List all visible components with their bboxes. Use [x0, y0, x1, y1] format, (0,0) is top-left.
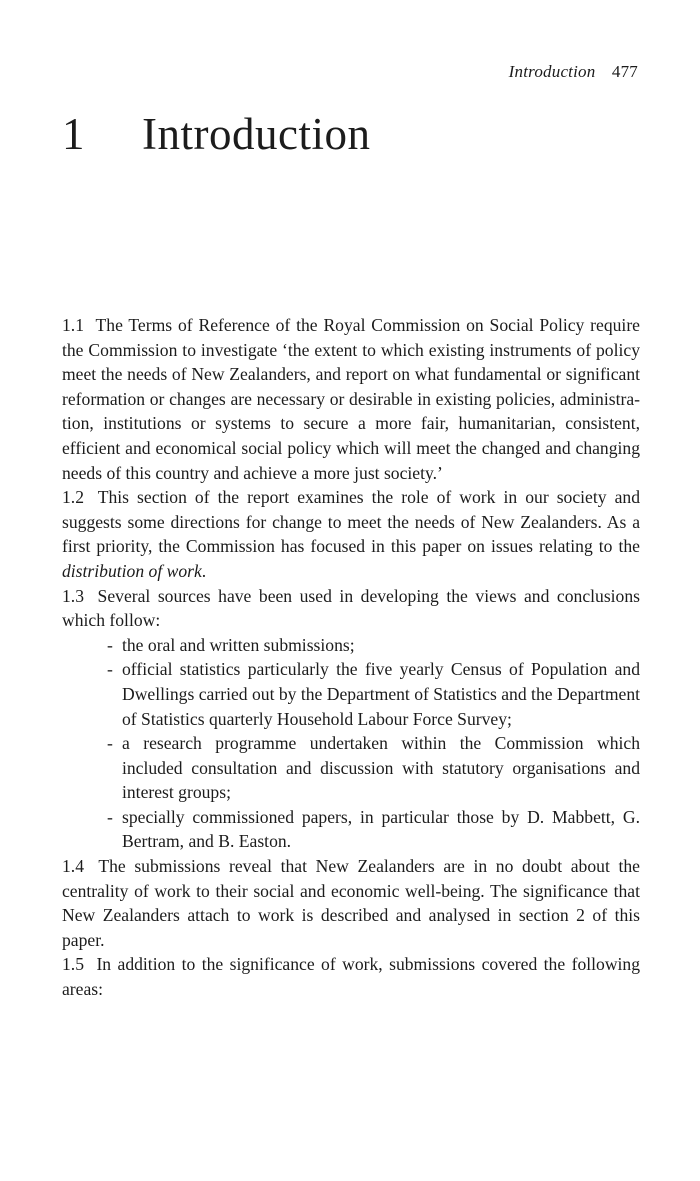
list-item: [107, 633, 640, 658]
chapter-number: 1: [62, 109, 85, 159]
paragraph-text: This section of the report examines the role of work in our society and suggests some directions for change to meet the needs of New Zealanders. As a first priority, the Commission has focused in this paper on issues relating to the: [62, 487, 640, 557]
list-item: [107, 657, 640, 731]
paragraph-number: 1.4: [62, 856, 84, 877]
dash-bullet: -: [107, 634, 113, 655]
dash-bullet: -: [107, 733, 113, 754]
page-number: 477: [611, 62, 638, 81]
paragraph-1-4: [62, 854, 640, 952]
list-item-text: a research programme undertaken within the Commission which included consultation and discussion with statutory organisations and interest groups;: [122, 733, 640, 803]
paragraph-1-1: [62, 313, 640, 485]
paragraph-1-3: [62, 584, 640, 633]
list-item: [107, 805, 640, 854]
running-title: Introduction: [508, 62, 596, 81]
paragraph-text: Several sources have been used in developing the views and conclusions which follow:: [62, 585, 640, 631]
paragraph-number: 1.1: [62, 315, 84, 335]
dash-bullet: -: [107, 806, 113, 827]
paragraph-number: 1.2: [62, 487, 84, 508]
list-item: [107, 731, 640, 805]
emphasized-text: distribution of work: [62, 560, 202, 581]
list-item-text: official statistics particularly the five yearly Census of Population and Dwellings carried out by the Department of Statistics and the Department of Statistics quarterly Household Labour Force Survey;: [122, 659, 640, 729]
paragraph-1-2: [62, 485, 640, 583]
dash-bullet: -: [107, 659, 113, 680]
sources-list: [62, 633, 640, 854]
paragraph-text-end: .: [201, 560, 207, 581]
paragraph-text: The Terms of Reference of the Royal Commission on Social Policy require the Commission to investigate ‘the extent to which existing instruments of policy meet the needs of New Zealanders, and report on what fundamental or significant reformation or changes are necessary or desirable in existing policies, administration, institutions or systems to secure a more fair, humanitarian, consistent, efficient and economical social policy which will meet the changed and changing needs of this country and achieve a more just society.’: [62, 315, 640, 483]
list-item-text: the oral and written submissions;: [122, 634, 355, 655]
chapter-title: Introduction: [142, 109, 371, 159]
body-text: [62, 313, 640, 1002]
paragraph-text: The submissions reveal that New Zealanders are in no doubt about the centrality of work to their social and economic well-being. The significance that New Zealanders attach to work is described and analysed in section 2 of this paper.: [62, 856, 640, 950]
paragraph-1-5: [62, 952, 640, 1001]
page-header: [509, 62, 638, 82]
list-item-text: specially commissioned papers, in particular those by D. Mabbett, G. Bertram, and B. Easton.: [122, 806, 640, 852]
paragraph-text: In addition to the significance of work, submissions covered the following areas:: [62, 954, 641, 1000]
paragraph-number: 1.3: [62, 585, 84, 606]
paragraph-number: 1.5: [62, 954, 84, 975]
chapter-heading: [62, 108, 370, 160]
